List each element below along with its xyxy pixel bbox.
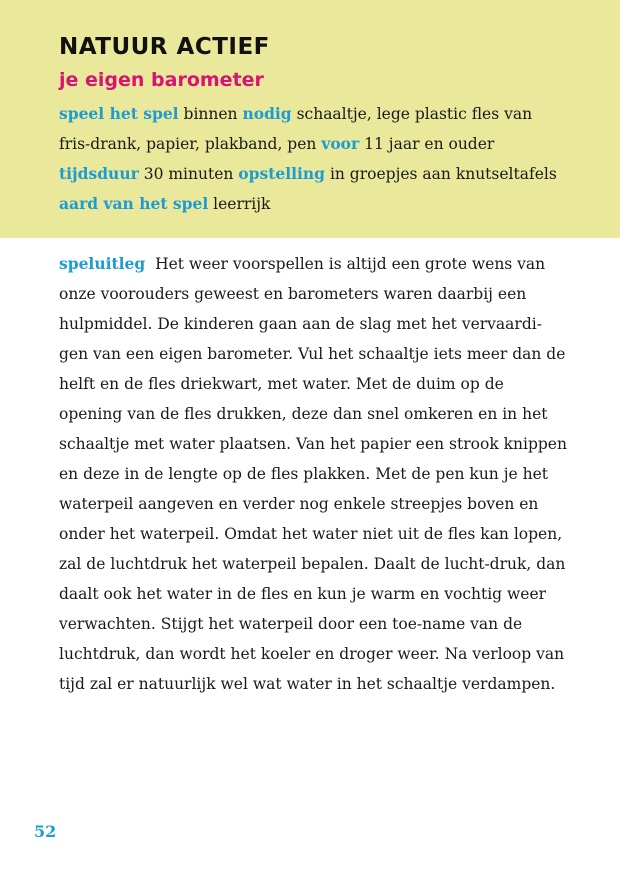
for-label: voor: [321, 134, 360, 153]
explanation-text: Het weer voorspellen is altijd een grote wens van onze voorouders geweest en barometers waren daarbij een hulpmiddel. De kinderen gaan aan de slag met het vervaardi-gen van een eigen barometer. Vul het schaaltje iets meer dan de helft en de fles driekwart, met water. Met de duim op de opening van de fles drukken, deze dan snel omkeren en in het schaaltje met water plaatsen. Van het papier een strook knippen en deze in de lengte op de fles plakken. Met de pen kun je het waterpeil aangeven en verder nog enkele streepjes boven en onder het waterpeil. Omdat het water niet uit de fles kan lopen, zal de luchtdruk het waterpeil bepalen. Daalt de lucht-druk, dan daalt ook het water in de fles en kun je warm en vochtig weer verwachten. Stijgt het waterpeil door een toe-name van de luchtdruk, dan wordt het koeler en droger weer. Na verloop van tijd zal er natuurlijk wel wat water in het schaaltje verdampen.: [59, 255, 567, 693]
play-label: speel het spel: [59, 104, 179, 123]
page-number: 52: [34, 822, 57, 841]
duration-value: 30 minuten: [143, 165, 234, 183]
setup-label: opstelling: [238, 164, 325, 183]
needs-label: nodig: [242, 104, 292, 123]
setup-value: in groepjes aan knutseltafels: [329, 165, 557, 183]
duration-label: tijdsduur: [59, 164, 139, 183]
explanation-paragraph: [59, 249, 569, 699]
category-title: NATUUR ACTIEF: [59, 34, 270, 60]
activity-meta: [59, 99, 559, 219]
for-value: 11 jaar en ouder: [364, 135, 495, 153]
activity-title: je eigen barometer: [59, 69, 264, 91]
type-value: leerrijk: [213, 195, 271, 213]
explanation-label: speluitleg: [59, 254, 146, 273]
play-value: binnen: [183, 105, 238, 123]
needs-value: schaaltje, lege plastic fles van fris-drank, papier, plakband, pen: [59, 105, 533, 153]
type-label: aard van het spel: [59, 194, 209, 213]
